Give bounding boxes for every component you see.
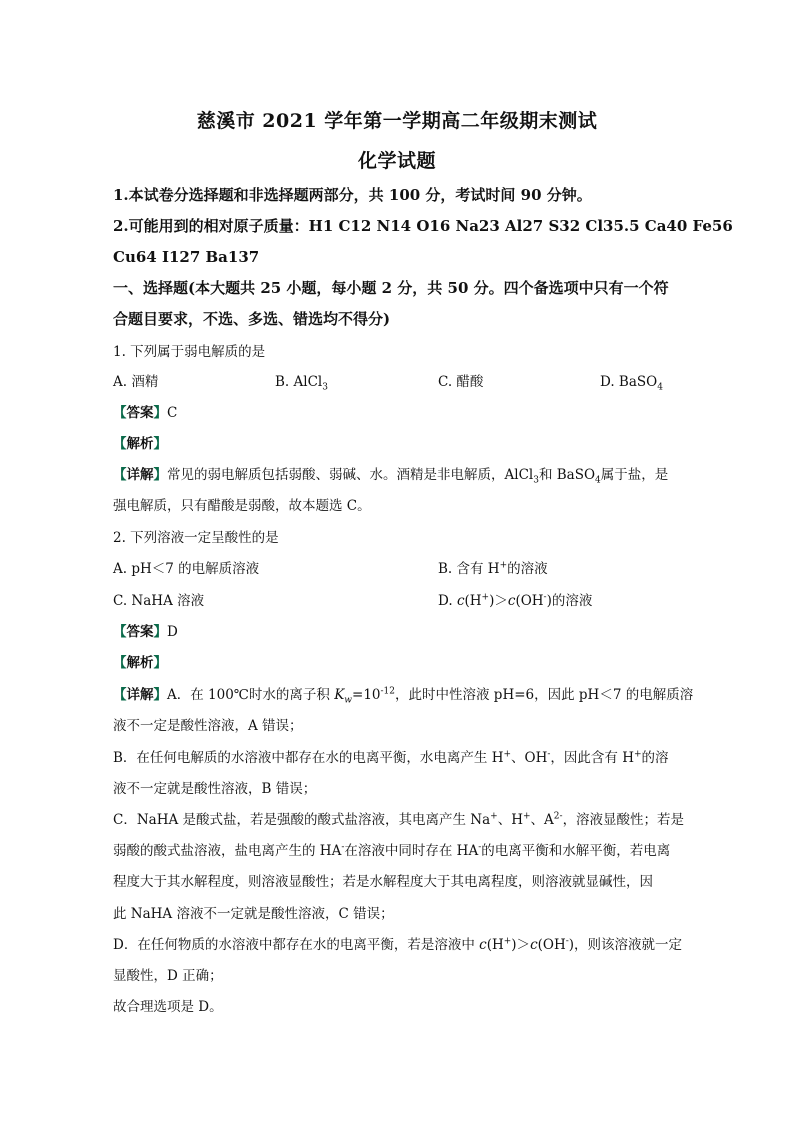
q2-option-c: C. NaHA 溶液 <box>113 593 205 609</box>
section-heading-line-2: 合题目要求，不选、多选、错选均不得分) <box>113 310 391 328</box>
exam-title: 慈溪市 2021 学年第一学期高二年级期末测试 <box>196 110 598 132</box>
q2-analysis-label: 【解析】 <box>113 655 167 671</box>
q2-detail-c-line-2: 弱酸的酸式盐溶液，盐电离产生的 HA-在溶液中同时存在 HA-的电离平衡和水解平衡，若电离 <box>113 842 671 859</box>
q2-detail-d-line-2: 显酸性，D 正确； <box>113 968 223 984</box>
exam-subtitle: 化学试题 <box>357 150 436 172</box>
q2-detail-c-line-3: 程度大于其水解程度，则溶液显酸性；若是水解程度大于其电离程度，则溶液就显碱性，因 <box>113 874 653 890</box>
q1-option-d: D. BaSO$_4$ <box>600 374 663 393</box>
q2-detail-a-line-2: 液不一定是酸性溶液，A 错误； <box>113 718 303 734</box>
q2-detail-b-line-1: B．在任何电解质的水溶液中都存在水的电离平衡，水电离产生 H+、OH-，因此含有 H+的溶 <box>113 749 669 766</box>
q2-option-a: A. pH＜7 的电解质溶液 <box>113 561 260 577</box>
instruction-line-1: 1.本试卷分选择题和非选择题两部分，共 100 分，考试时间 90 分钟。 <box>113 186 592 204</box>
q1-answer: 【答案】C <box>113 405 178 421</box>
q2-conclusion: 故合理选项是 D。 <box>113 999 223 1015</box>
instruction-line-2: 2.可能用到的相对原子质量：H1 C12 N14 O16 Na23 Al27 S32 Cl35.5 Ca40 Fe56 <box>113 217 733 235</box>
q2-detail-c-line-4: 此 NaHA 溶液不一定就是酸性溶液，C 错误； <box>113 906 394 922</box>
instruction-line-3: Cu64 I127 Ba137 <box>113 248 260 266</box>
q2-answer: 【答案】D <box>113 624 178 640</box>
q1-option-b: B. AlCl$_3$ <box>275 374 328 393</box>
q2-option-b: B. 含有 H+的溶液 <box>438 560 548 577</box>
q1-option-a: A. 酒精 <box>113 374 159 390</box>
q2-detail-a-line-1: 【详解】A．在 100℃时水的离子积 $K_w=10^{-12}$，此时中性溶液 pH=6，因此 pH＜7 的电解质溶 <box>113 686 694 706</box>
q1-stem: 1. 下列属于弱电解质的是 <box>113 344 266 360</box>
section-heading-line-1: 一、选择题(本大题共 25 小题，每小题 2 分，共 50 分。四个备选项中只有一个符 <box>113 279 669 297</box>
q2-detail-d-line-1: D．在任何物质的水溶液中都存在水的电离平衡，若是溶液中 c(H+)＞c(OH-)，则该溶液就一定 <box>113 936 683 953</box>
q1-detail-line-2: 强电解质，只有醋酸是弱酸，故本题选 C。 <box>113 498 371 514</box>
q1-option-c: C. 醋酸 <box>438 374 484 390</box>
q2-option-d: D. c(H+)＞c(OH-)的溶液 <box>438 592 593 609</box>
q2-stem: 2. 下列溶液一定呈酸性的是 <box>113 530 279 546</box>
q1-detail-line-1: 【详解】常见的弱电解质包括弱酸、弱碱、水。酒精是非电解质，AlCl$_3$和 BaSO$_4$属于盐，是 <box>113 467 669 486</box>
q2-detail-b-line-2: 液不一定就是酸性溶液，B 错误； <box>113 781 317 797</box>
q1-analysis-label: 【解析】 <box>113 436 167 452</box>
q2-detail-c-line-1: C．NaHA 是酸式盐，若是强酸的酸式盐溶液，其电离产生 Na+、H+、$A^{2-}$，溶液显酸性；若是 <box>113 811 685 828</box>
